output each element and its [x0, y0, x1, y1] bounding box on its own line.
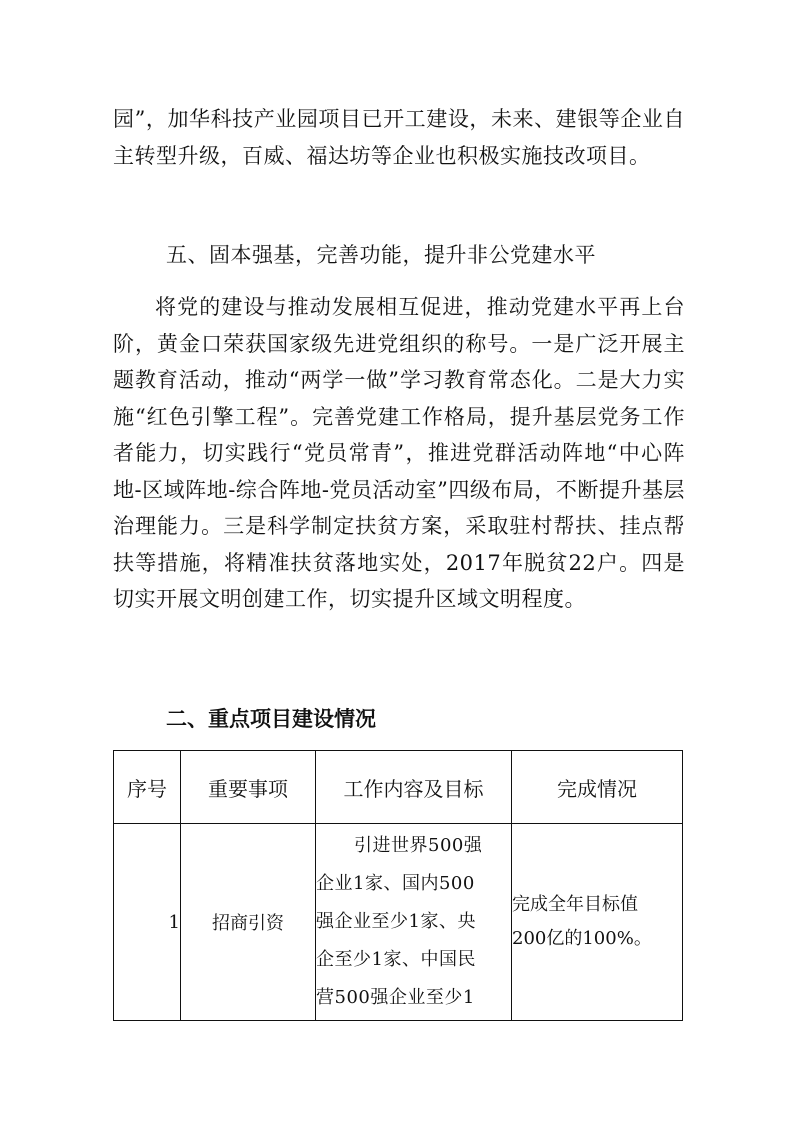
table-header-row — [114, 751, 683, 824]
key-projects-table — [113, 750, 683, 1021]
content-line: 企至少1家、中国民 — [316, 949, 476, 970]
content-line: 企业1家、国内500 — [316, 873, 475, 894]
content-line: 营500强企业至少1 — [316, 987, 475, 1008]
header-status: 完成情况 — [512, 751, 683, 824]
header-item: 重要事项 — [181, 751, 316, 824]
section-heading-five: 五、固本强基，完善功能，提升非公党建水平 — [166, 243, 596, 267]
row-item: 招商引资 — [181, 824, 316, 1021]
section-heading-key-projects: 二、重点项目建设情况 — [166, 707, 376, 731]
header-no: 序号 — [114, 751, 181, 824]
row-content — [316, 824, 512, 1021]
content-line: 强企业至少1家、央 — [316, 911, 476, 932]
header-content: 工作内容及目标 — [316, 751, 512, 824]
paragraph-continuation: 园”，加华科技产业园项目已开工建设，未来、建银等企业自主转型升级，百威、福达坊等企业也积极实施技改项目。 — [113, 107, 685, 168]
status-line: 200亿的100%。 — [512, 928, 652, 949]
status-line: 完成全年目标值 — [512, 894, 638, 915]
row-status — [512, 824, 683, 1021]
table-row — [114, 824, 683, 1021]
content-line: 引进世界500强 — [354, 835, 483, 856]
paragraph-party-building: 将党的建设与推动发展相互促进，推动党建水平再上台阶，黄金口荣获国家级先进党组织的称号。一是广泛开展主题教育活动，推动“两学一做”学习教育常态化。二是大力实施“红色引擎工程”。完善党建工作格局，提升基层党务工作者能力，切实践行“党员常青”，推进党群活动阵地“中心阵地-区域阵地-综合阵地-党员活动室”四级布局，不断提升基层治理能力。三是科学制定扶贫方案，采取驻村帮扶、挂点帮扶等措施，将精准扶贫落地实处，2017年脱贫22户。四是切实开展文明创建工作，切实提升区域文明程度。 — [113, 295, 685, 611]
row-no: 1 — [114, 824, 181, 1021]
